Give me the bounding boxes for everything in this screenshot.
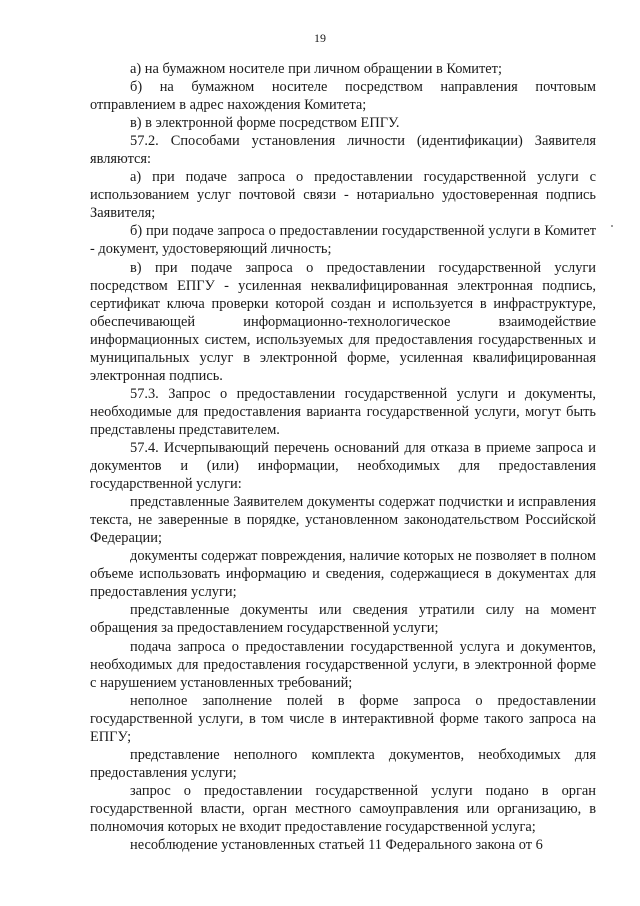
- paragraph-8: 57.3. Запрос о предоставлении государственной услуги и документы, необходимые для предоставления варианта государственной услуги, могут быть представлены представителем.: [90, 385, 596, 438]
- page-number: 19: [314, 31, 326, 45]
- scan-speck: [611, 225, 613, 227]
- paragraph-3: в) в электронной форме посредством ЕПГУ.: [130, 115, 400, 132]
- paragraph-4: 57.2. Способами установления личности (идентификации) Заявителя являются:: [90, 133, 596, 168]
- paragraph-12: представленные документы или сведения утратили силу на момент обращения за предоставлением государственной услуги;: [90, 602, 596, 637]
- paragraph-7: в) при подаче запроса о предоставлении государственной услуги посредством ЕПГУ - усиленная неквалифицированная электронная подпись, сертификат ключа проверки которой создан и используется в инфраструктуре, обеспечивающей информационно-технологическое взаимодействие информационных систем, используемых для предоставления государственных и муниципальных услуг в электронной форме, усиленная квалифицированная электронная подпись.: [90, 259, 596, 384]
- document-body: [90, 60, 596, 854]
- paragraph-16: запрос о предоставлении государственной услуги подано в орган государственной власти, орган местного самоуправления или организацию, в полномочия которых не входит предоставление государственной услуга;: [90, 782, 596, 835]
- paragraph-14: неполное заполнение полей в форме запроса о предоставлении государственной услуги, в том числе в интерактивной форме такого запроса на ЕПГУ;: [90, 692, 596, 745]
- paragraph-17: несоблюдение установленных статьей 11 Федерального закона от 6: [130, 837, 543, 854]
- paragraph-1: а) на бумажном носителе при личном обращении в Комитет;: [130, 61, 502, 77]
- paragraph-6: б) при подаче запроса о предоставлении государственной услуги в Комитет - документ, удостоверяющий личность;: [90, 223, 596, 258]
- paragraph-9: 57.4. Исчерпывающий перечень оснований для отказа в приеме запроса и документов и (или) информации, необходимых для предоставления государственной услуги:: [90, 439, 596, 493]
- paragraph-15: представление неполного комплекта документов, необходимых для предоставления услуги;: [90, 746, 596, 781]
- paragraph-10: представленные Заявителем документы содержат подчистки и исправления текста, не заверенные в порядке, установленном законодательством Российской Федерации;: [90, 494, 596, 547]
- paragraph-5: а) при подаче запроса о предоставлении государственной услуги с использованием услуг почтовой связи - нотариально удостоверенная подпись Заявителя;: [90, 169, 596, 222]
- paragraph-2: б) на бумажном носителе посредством направления почтовым отправлением в адрес нахождения Комитета;: [90, 79, 596, 114]
- paragraph-11: документы содержат повреждения, наличие которых не позволяет в полном объеме использовать информацию и сведения, содержащиеся в документах для предоставления услуги;: [90, 548, 596, 601]
- paragraph-13: подача запроса о предоставлении государственной услуга и документов, необходимых для предоставления государственной услуги, в электронной форме с нарушением установленных требований;: [90, 638, 596, 691]
